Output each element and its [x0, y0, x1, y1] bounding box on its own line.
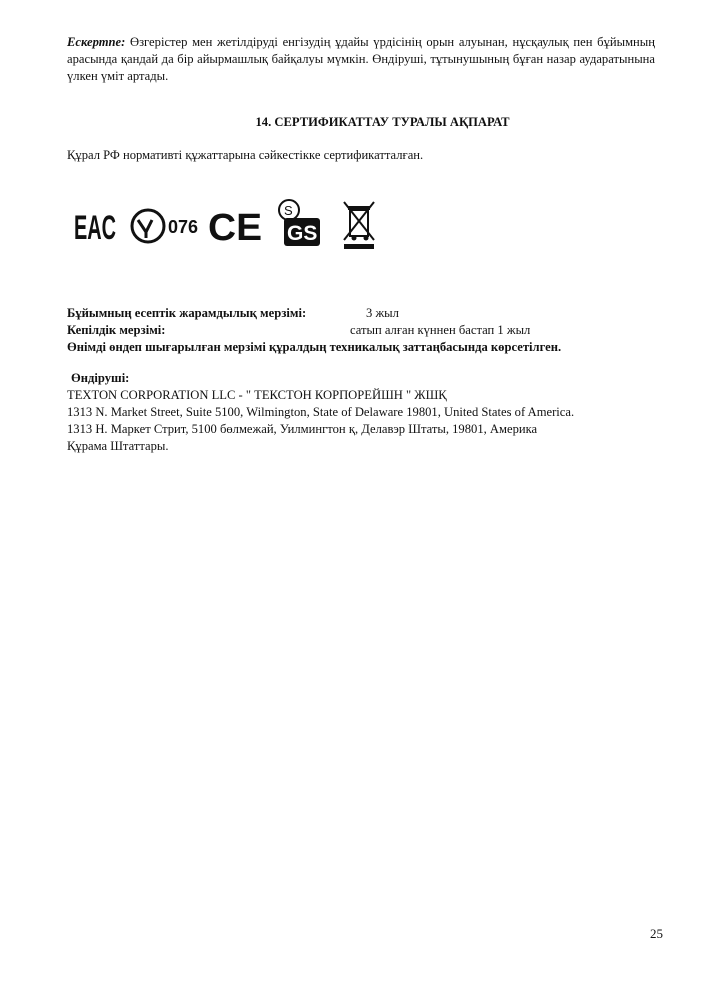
certification-paragraph: Құрал РФ нормативті құжаттарына сәйкестікке сертификатталған. [67, 148, 424, 162]
manufacturer-address-kz: 1313 Н. Маркет Стрит, 5100 бөлмежай, Уилмингтон қ, Делавэр Штаты, 19801, Америка [67, 422, 538, 436]
ukr-conformity-logo [130, 206, 202, 246]
manufacturer-block [67, 370, 574, 455]
service-life-value: 3 жыл [366, 306, 399, 320]
ce-logo [208, 206, 264, 249]
manufacturer-label: Өндіруші: [71, 371, 130, 385]
note-lead: Ескертпе: [67, 35, 126, 49]
warranty-value: сатып алған күннен бастап 1 жыл [350, 323, 531, 337]
manufacturer-name: TEXTON CORPORATION LLC - " ТЕКСТОН КОРПОРЕЙШН " ЖШҚ [67, 388, 447, 402]
section-heading: 14. СЕРТИФИКАТТАУ ТУРАЛЫ АҚПАРАТ [255, 115, 510, 129]
svg-text:GS: GS [287, 222, 318, 245]
page-number: 25 [650, 926, 663, 941]
eac-logo [74, 208, 118, 247]
svg-text:EAC: EAC [74, 209, 116, 247]
manufacturer-address-en: 1313 N. Market Street, Suite 5100, Wilmington, State of Delaware 19801, United States of America. [67, 405, 575, 419]
production-date-note: Өнімді өндеп шығарылған мерзімі құралдың техникалық заттаңбасында көрсетілген. [67, 340, 562, 354]
warranty-label: Кепілдік мерзімі: [67, 323, 166, 337]
svg-text:CE: CE [208, 207, 262, 249]
svg-text:S: S [284, 203, 293, 218]
note-paragraph [67, 34, 655, 85]
manufacturer-address-kz-cont: Құрама Штаттары. [67, 439, 169, 453]
gs-logo [274, 198, 324, 250]
weee-bin-icon [340, 200, 380, 250]
certification-logos [74, 198, 394, 250]
svg-text:076: 076 [168, 217, 199, 237]
service-life-label: Бұйымның есептік жарамдылық мерзімі: [67, 306, 307, 320]
note-text: Өзгерістер мен жетілдіруді енгізудің ұдайы үрдісінің орын алуынан, нұсқаулық пен бұйымның арасында қандай да бір айырмашлық байқалуы мүмкін. Өндіруші, тұтынушының бұған назар аударатынына үлкен үміт артады. [67, 35, 655, 83]
